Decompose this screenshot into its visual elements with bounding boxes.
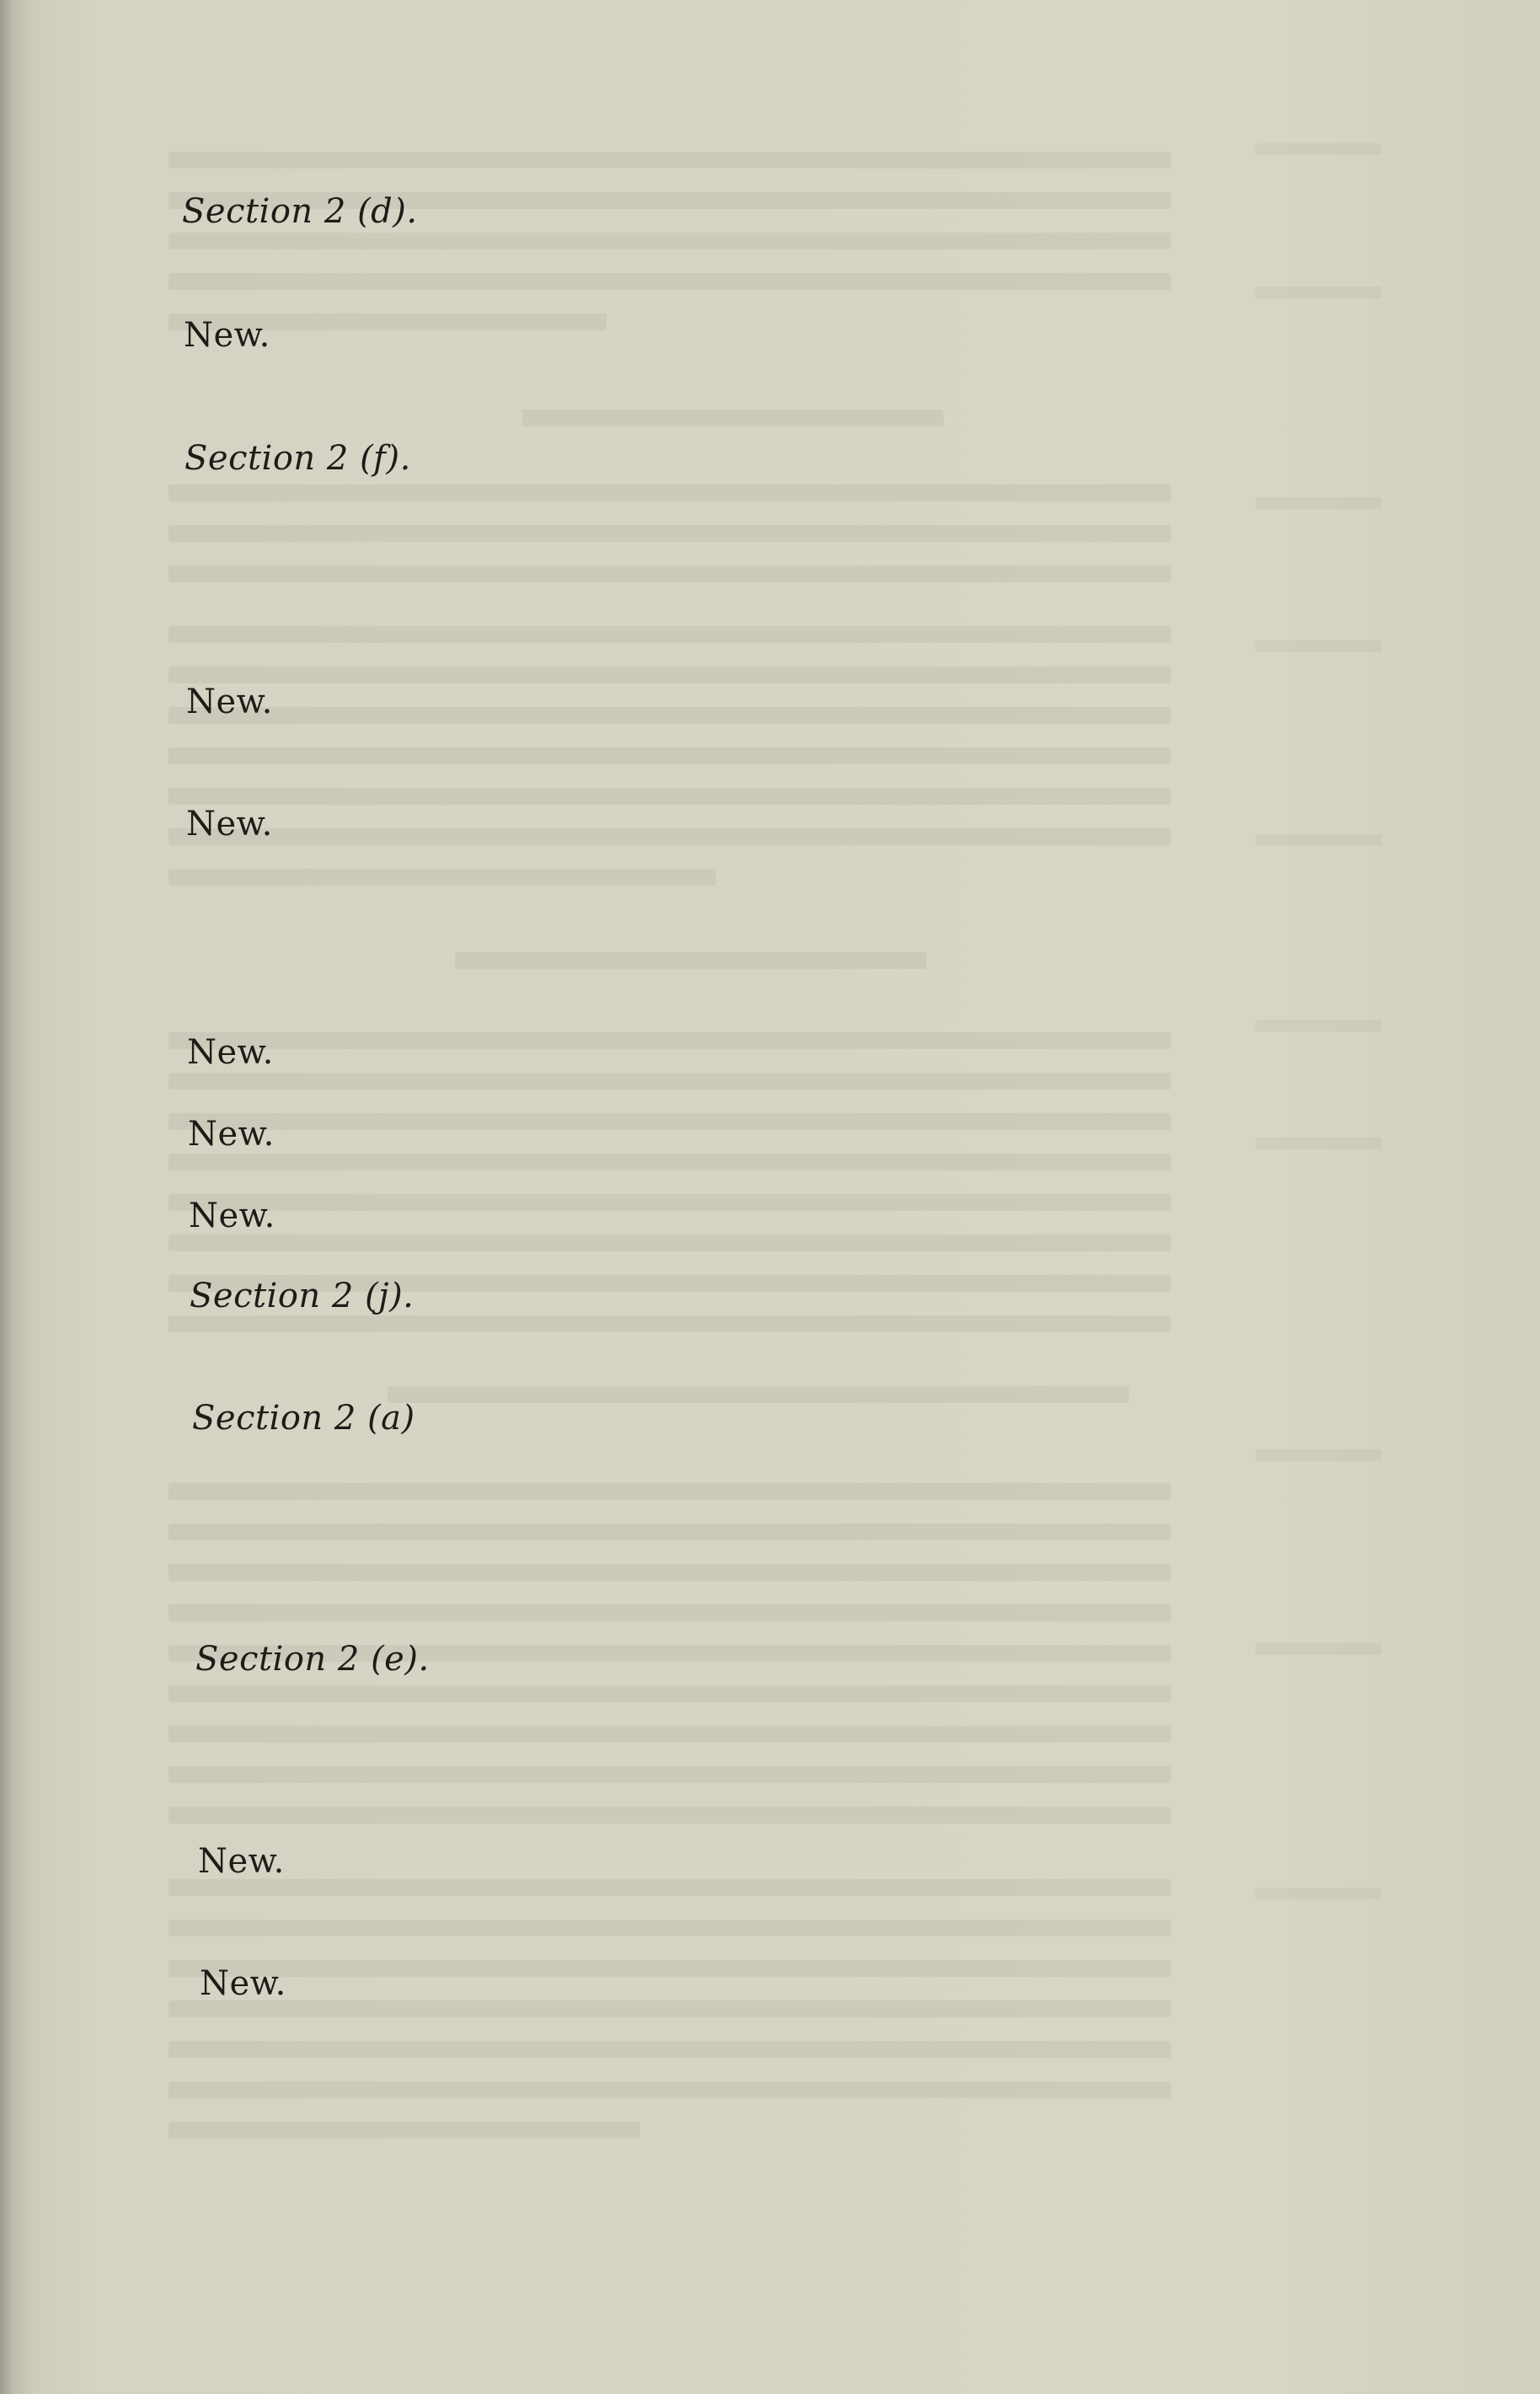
margin-note-section-2f: Section 2 (f). (184, 439, 411, 478)
margin-note-new: New. (184, 316, 270, 355)
margin-note-new: New. (186, 805, 273, 844)
margin-note-new: New. (188, 1115, 275, 1154)
margin-note-section-2a: Section 2 (a) (192, 1399, 415, 1438)
margin-note-section-2d: Section 2 (d). (182, 192, 418, 231)
margin-note-new: New. (186, 683, 273, 721)
margin-note-new: New. (187, 1033, 274, 1072)
margin-note-section-2j: Section 2 (j). (190, 1277, 414, 1315)
margin-note-new: New. (200, 1964, 286, 2003)
margin-note-section-2e: Section 2 (e). (195, 1640, 430, 1679)
margin-note-new: New. (189, 1197, 275, 1235)
margin-note-new: New. (198, 1842, 285, 1881)
